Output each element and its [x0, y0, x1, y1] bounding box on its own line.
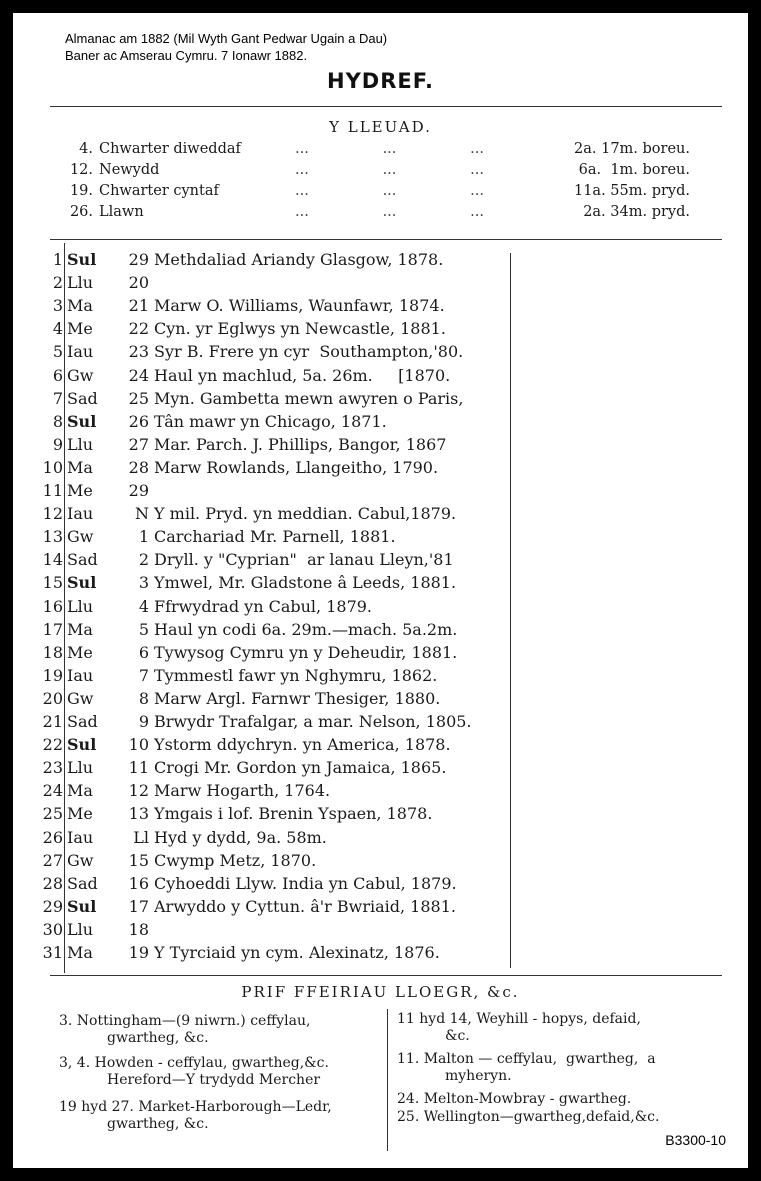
fair-entry-continuation: gwartheg, &c. — [107, 1030, 209, 1046]
moon-phase-dots: ... ... ... — [295, 162, 484, 178]
fair-entry — [59, 1099, 332, 1133]
calendar-row — [13, 665, 748, 689]
calendar-weekday: Ma — [67, 619, 93, 639]
calendar-weekday: Ma — [67, 296, 93, 316]
calendar-day-number: 30 — [42, 919, 63, 939]
calendar-weekday: Llu — [67, 273, 94, 293]
calendar-moon-day: 18 — [128, 919, 149, 939]
calendar-event: Marw Hogarth, 1764. — [154, 781, 331, 801]
calendar-weekday: Ma — [67, 781, 93, 801]
source-line-2: Baner ac Amserau Cymru. 7 Ionawr 1882. — [65, 48, 308, 63]
fair-entry — [397, 1109, 659, 1126]
calendar-event: Ystorm ddychryn. yn America, 1878. — [154, 735, 451, 755]
calendar-row — [13, 734, 748, 758]
moon-phase-time: 2a. 34m. pryd. — [583, 204, 690, 220]
calendar-row — [13, 596, 748, 620]
calendar-day-number: 9 — [52, 434, 63, 454]
moon-phase-dots: ... ... ... — [295, 183, 484, 199]
calendar-event: Arwyddo y Cyttun. â'r Bwriaid, 1881. — [154, 896, 456, 916]
calendar-event: Mar. Parch. J. Phillips, Bangor, 1867 — [154, 434, 447, 454]
calendar-weekday: Ma — [67, 943, 93, 962]
moon-phase-row — [13, 183, 748, 201]
calendar-moon-day: 5 — [138, 619, 149, 639]
calendar-weekday: Sul — [67, 896, 97, 916]
calendar-row — [13, 688, 748, 712]
calendar-row — [13, 827, 748, 851]
calendar-event: Marw Rowlands, Llangeitho, 1790. — [154, 457, 439, 477]
calendar-weekday: Gw — [67, 688, 94, 708]
calendar-moon-day: 6 — [138, 642, 149, 662]
calendar-moon-day: 26 — [128, 411, 149, 431]
calendar-moon-day: 17 — [128, 896, 149, 916]
calendar-moon-day: 28 — [128, 457, 149, 477]
calendar-day-number: 14 — [42, 550, 63, 570]
fair-entry-continuation: &c. — [445, 1028, 470, 1044]
fairs-divider — [387, 1009, 388, 1151]
calendar-row — [13, 711, 748, 735]
calendar-event: Myn. Gambetta mewn awyren o Paris, — [154, 388, 464, 408]
calendar-event: Cyhoeddi Llyw. India yn Cabul, 1879. — [154, 873, 457, 893]
calendar-event: Y mil. Pryd. yn meddian. Cabul,1879. — [154, 504, 457, 524]
fair-entry-line: 3. Nottingham—(9 niwrn.) ceffylau, — [59, 1013, 311, 1029]
calendar-event: Syr B. Frere yn cyr Southampton,'80. — [154, 342, 464, 362]
calendar-weekday: Ma — [67, 457, 93, 477]
calendar-moon-day: 13 — [128, 804, 149, 824]
calendar-row — [13, 249, 748, 273]
calendar-moon-day: 21 — [128, 296, 149, 316]
fair-entry-continuation: Hereford—Y trydydd Mercher — [107, 1072, 321, 1088]
calendar-weekday: Sul — [67, 411, 97, 431]
calendar-row — [13, 873, 748, 897]
calendar-row — [13, 503, 748, 527]
calendar-moon-day: 8 — [138, 688, 149, 708]
calendar-moon-day: 2 — [138, 550, 149, 570]
calendar-moon-day: 10 — [128, 735, 149, 755]
calendar-moon-day: 24 — [128, 365, 149, 385]
calendar-event: Methdaliad Ariandy Glasgow, 1878. — [154, 250, 444, 269]
calendar-day-number: 11 — [42, 481, 63, 500]
calendar-moon-day: 16 — [128, 873, 149, 893]
calendar-day-number: 28 — [42, 873, 63, 893]
calendar-weekday: Gw — [67, 527, 94, 547]
calendar-weekday: Llu — [67, 919, 94, 939]
moon-heading: Y LLEUAD. — [329, 118, 432, 136]
calendar-row — [13, 341, 748, 365]
calendar-row — [13, 896, 748, 920]
day-column-rule — [64, 243, 65, 973]
calendar-moon-day: 20 — [128, 273, 149, 293]
calendar-row — [13, 642, 748, 666]
calendar-moon-day: 7 — [138, 665, 149, 685]
fair-entry-continuation: myheryn. — [445, 1068, 512, 1084]
calendar-day-number: 1 — [52, 250, 63, 269]
calendar-weekday: Sul — [67, 573, 97, 593]
calendar-bottom-rule — [50, 975, 722, 976]
fair-entry — [397, 1091, 631, 1108]
calendar-row — [13, 365, 748, 389]
moon-phase-day: 12. — [69, 162, 93, 178]
fair-entry — [397, 1051, 656, 1085]
calendar-moon-day: 27 — [128, 434, 149, 454]
calendar-row — [13, 480, 748, 504]
moon-phase-name: Chwarter cyntaf — [99, 183, 219, 199]
calendar-row — [13, 619, 748, 643]
calendar-weekday: Sad — [67, 550, 98, 570]
fair-entry-line: 24. Melton-Mowbray - gwartheg. — [397, 1091, 632, 1107]
calendar-row — [13, 526, 748, 550]
calendar-moon-day: 4 — [138, 596, 149, 616]
fair-entry — [397, 1011, 641, 1045]
moon-phase-name: Newydd — [99, 162, 160, 178]
calendar-moon-day: 29 — [128, 250, 149, 269]
fair-entry — [59, 1013, 310, 1047]
calendar-row — [13, 388, 748, 412]
calendar-day-number: 15 — [42, 573, 63, 593]
calendar-event: Y Tyrciaid yn cym. Alexinatz, 1876. — [154, 943, 440, 962]
calendar-weekday: Me — [67, 481, 93, 500]
fair-entry-line: 25. Wellington—gwartheg,defaid,&c. — [397, 1109, 660, 1125]
calendar-event: Haul yn machlud, 5a. 26m. [1870. — [154, 365, 451, 385]
calendar-event: Tywysog Cymru yn y Deheudir, 1881. — [154, 642, 458, 662]
calendar-day-number: 29 — [42, 896, 63, 916]
calendar-weekday: Sul — [67, 250, 97, 269]
calendar-day-number: 2 — [52, 273, 63, 293]
calendar-day-number: 3 — [52, 296, 63, 316]
calendar-weekday: Me — [67, 319, 93, 339]
calendar-weekday: Gw — [67, 365, 94, 385]
calendar-weekday: Sad — [67, 873, 98, 893]
calendar-day-number: 23 — [42, 758, 63, 778]
calendar-day-number: 13 — [42, 527, 63, 547]
calendar-day-number: 22 — [42, 735, 63, 755]
moon-phase-dots: ... ... ... — [295, 141, 484, 157]
title-rule — [50, 106, 722, 107]
calendar-day-number: 31 — [42, 943, 63, 962]
almanac-page — [13, 13, 748, 1168]
calendar-event: Ffrwydrad yn Cabul, 1879. — [154, 596, 373, 616]
moon-phase-day: 4. — [79, 141, 93, 157]
calendar-moon-day: 1 — [138, 527, 149, 547]
calendar-event: Marw Argl. Farnwr Thesiger, 1880. — [154, 688, 441, 708]
calendar-moon-day: 9 — [138, 712, 149, 731]
fair-entry-line: 3, 4. Howden - ceffylau, gwartheg,&c. — [59, 1055, 329, 1071]
moon-phase-time: 11a. 55m. pryd. — [573, 183, 690, 199]
calendar-day-number: 26 — [42, 827, 63, 847]
calendar-weekday: Iau — [67, 665, 94, 685]
calendar-event: Brwydr Trafalgar, a mar. Nelson, 1805. — [154, 712, 472, 731]
calendar-event: Ymgais i lof. Brenin Yspaen, 1878. — [154, 804, 433, 824]
calendar-weekday: Iau — [67, 827, 94, 847]
calendar-day-number: 16 — [42, 596, 63, 616]
calendar-day-number: 20 — [42, 688, 63, 708]
calendar-weekday: Me — [67, 804, 93, 824]
calendar-weekday: Sad — [67, 712, 98, 731]
moon-phase-time: 6a. 1m. boreu. — [578, 162, 690, 178]
calendar-row — [13, 318, 748, 342]
calendar-event: Hyd y dydd, 9a. 58m. — [154, 827, 327, 847]
calendar-event: Tymmestl fawr yn Nghymru, 1862. — [154, 665, 438, 685]
calendar-event: Crogi Mr. Gordon yn Jamaica, 1865. — [154, 758, 447, 778]
calendar-weekday: Llu — [67, 434, 94, 454]
fair-entry-continuation: gwartheg, &c. — [107, 1116, 209, 1132]
calendar-moon-day: 29 — [128, 481, 149, 500]
calendar-row — [13, 919, 748, 943]
fair-entry-line: 11 hyd 14, Weyhill - hopys, defaid, — [397, 1011, 641, 1027]
calendar-weekday: Llu — [67, 758, 94, 778]
calendar-weekday: Llu — [67, 596, 94, 616]
calendar-row — [13, 549, 748, 573]
calendar-moon-day: Ll — [133, 827, 149, 847]
calendar-moon-day: N — [135, 504, 149, 524]
calendar-row — [13, 942, 748, 966]
calendar-moon-day: 23 — [128, 342, 149, 362]
moon-rule — [50, 239, 722, 240]
calendar-moon-day: 12 — [128, 781, 149, 801]
calendar-moon-day: 22 — [128, 319, 149, 339]
calendar-weekday: Me — [67, 642, 93, 662]
source-line-1: Almanac am 1882 (Mil Wyth Gant Pedwar Ugain a Dau) — [65, 31, 388, 46]
moon-phase-name: Chwarter diweddaf — [99, 141, 241, 157]
calendar-event: Marw O. Williams, Waunfawr, 1874. — [154, 296, 445, 316]
calendar-row — [13, 850, 748, 874]
calendar-day-number: 10 — [42, 457, 63, 477]
catalog-code: B3300-10 — [665, 1132, 726, 1148]
calendar-event: Haul yn codi 6a. 29m.—mach. 5a.2m. — [154, 619, 458, 639]
calendar-day-number: 12 — [42, 504, 63, 524]
moon-phase-day: 19. — [69, 183, 93, 199]
calendar-event: Cyn. yr Eglwys yn Newcastle, 1881. — [154, 319, 446, 339]
moon-phase-row — [13, 162, 748, 180]
calendar-event: Dryll. y "Cyprian" ar lanau Lleyn,'81 — [154, 550, 454, 570]
calendar-day-number: 8 — [52, 411, 63, 431]
right-column-rule — [510, 253, 511, 968]
calendar-row — [13, 272, 748, 296]
calendar-weekday: Sul — [67, 735, 97, 755]
calendar-day-number: 19 — [42, 665, 63, 685]
moon-phase-name: Llawn — [99, 204, 144, 220]
calendar-day-number: 18 — [42, 642, 63, 662]
calendar-day-number: 5 — [52, 342, 63, 362]
calendar-event: Tân mawr yn Chicago, 1871. — [154, 411, 387, 431]
calendar-row — [13, 295, 748, 319]
calendar-moon-day: 11 — [128, 758, 149, 778]
fairs-heading: PRIF FFEIRIAU LLOEGR, &c. — [241, 983, 520, 1001]
calendar-row — [13, 803, 748, 827]
calendar-event: Ymwel, Mr. Gladstone â Leeds, 1881. — [154, 573, 457, 593]
calendar-row — [13, 572, 748, 596]
fair-entry-line: 11. Malton — ceffylau, gwartheg, a — [397, 1051, 656, 1067]
calendar-day-number: 21 — [42, 712, 63, 731]
calendar-row — [13, 434, 748, 458]
moon-phase-row — [13, 204, 748, 222]
calendar-weekday: Iau — [67, 342, 94, 362]
calendar-day-number: 6 — [52, 365, 63, 385]
calendar-weekday: Gw — [67, 850, 94, 870]
calendar-row — [13, 780, 748, 804]
calendar-event: Cwymp Metz, 1870. — [154, 850, 317, 870]
moon-phase-row — [13, 141, 748, 159]
calendar-moon-day: 25 — [128, 388, 149, 408]
calendar-weekday: Iau — [67, 504, 94, 524]
calendar-moon-day: 15 — [128, 850, 149, 870]
calendar-day-number: 4 — [52, 319, 63, 339]
calendar-row — [13, 757, 748, 781]
moon-phase-day: 26. — [69, 204, 93, 220]
moon-phase-dots: ... ... ... — [295, 204, 484, 220]
calendar-day-number: 27 — [42, 850, 63, 870]
calendar-moon-day: 3 — [138, 573, 149, 593]
calendar-day-number: 7 — [52, 388, 63, 408]
calendar-row — [13, 411, 748, 435]
moon-phase-time: 2a. 17m. boreu. — [574, 141, 690, 157]
fair-entry-line: 19 hyd 27. Market-Harborough—Ledr, — [59, 1099, 332, 1115]
calendar-day-number: 25 — [42, 804, 63, 824]
calendar-day-number: 17 — [42, 619, 63, 639]
calendar-event: Carchariad Mr. Parnell, 1881. — [154, 527, 396, 547]
calendar-day-number: 24 — [42, 781, 63, 801]
month-title: HYDREF. — [327, 69, 434, 93]
calendar-row — [13, 457, 748, 481]
calendar-moon-day: 19 — [128, 943, 149, 962]
calendar-weekday: Sad — [67, 388, 98, 408]
fair-entry — [59, 1055, 329, 1089]
